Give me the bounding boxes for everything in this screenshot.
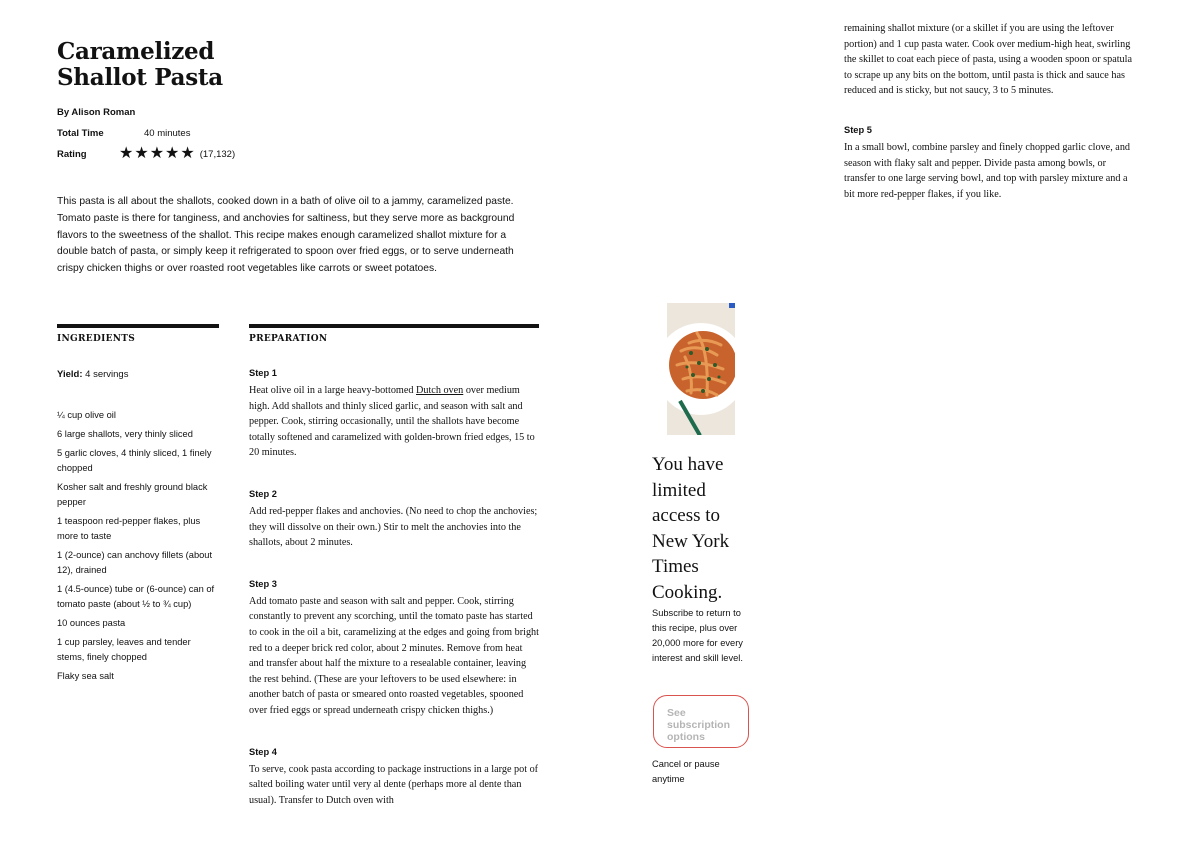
step-text: remaining shallot mixture (or a skillet if you are using the leftover portion) and 1 cup pasta water. Cook over medium-high heat, swirling the skillet to coat each piece of pasta, using a wooden spoon or spatula to scrape up any bits on the bottom, until pasta is thick and sauce has reduced and is sticky, but not saucy, 3 to 5 minutes.: [844, 23, 1132, 97]
rating-label: Rating: [57, 148, 87, 160]
rating-row: [57, 147, 235, 161]
total-time-value: 40 minutes: [144, 128, 191, 139]
step-text: Add tomato paste and season with salt and pepper. Cook, stirring constantly to prevent any scorching, until the tomato paste has started to cook in the oil a bit, caramelizing at the edges and going from bright red to a deeper brick red color, about 2 minutes. Remove from heat and transfer about half the mixture to a resealable container, leaving the rest behind. (These are your leftovers to be used elsewhere: in another batch of pasta or smeared onto roasted vegetables, spooned over fried eggs or spread underneath crispy chicken thighs.): [249, 595, 539, 716]
step-text: Heat olive oil in a large heavy-bottomed Dutch oven over medium high. Add shallots and thinly sliced garlic, and season with salt and pepper. Cook, stirring occasionally, until the shallots have become totally softened and caramelized with golden-brown fried edges, 15 to 20 minutes.: [249, 385, 535, 459]
step-5: [844, 125, 1134, 202]
ingredient-item: 1 (2-ounce) can anchovy fillets (about 12), drained: [57, 550, 213, 575]
ingredient-item: 10 ounces pasta: [57, 618, 126, 628]
rating-count: (17,132): [199, 148, 236, 160]
dutch-oven-link[interactable]: Dutch oven: [416, 385, 464, 396]
recipe-intro: This pasta is all about the shallots, cooked down in a bath of olive oil to a jammy, caramelized paste. Tomato paste is there for tanginess, and anchovies for saltiness, but they serve more as background flavors to the sweetness of the shallot. This recipe makes enough caramelized shallot mixture for a double batch of pasta, or simply keep it refrigerated to spoon over fried eggs, or to serve underneath crispy chicken thighs or over roasted root vegetables like carrots or sweet potatoes.: [57, 196, 515, 275]
ingredients-heading: INGREDIENTS: [57, 324, 219, 344]
ingredient-item: ¼ cup olive oil: [57, 410, 116, 420]
step-title: Step 3: [249, 578, 277, 589]
recipe-photo: [667, 303, 735, 435]
ingredient-item: 1 (4.5-ounce) tube or (6-ounce) can of tomato paste (about ½ to ¾ cup): [57, 584, 215, 609]
step-title: Step 1: [249, 368, 277, 378]
yield-label: Yield:: [57, 369, 83, 380]
see-subscription-options-button[interactable]: See subscription options: [653, 695, 749, 748]
yield: [57, 369, 128, 380]
paywall-headline: You have limited access to New York Times Cooking.: [652, 454, 730, 603]
step-title: Step 4: [249, 746, 277, 757]
ingredient-item: 1 cup parsley, leaves and tender stems, finely chopped: [57, 637, 191, 662]
paywall-cancel-text: Cancel or pause anytime: [652, 759, 720, 784]
steps-column-right: [844, 21, 1134, 202]
step-4-continued: [844, 21, 1134, 99]
total-time-label: Total Time: [57, 128, 104, 139]
preparation-heading: PREPARATION: [249, 324, 539, 344]
paywall-subtext: Subscribe to return to this recipe, plus over 20,000 more for every interest and skill level.: [652, 608, 743, 663]
step-2: [249, 489, 539, 551]
star-icon: ★: [119, 145, 134, 162]
step-text: To serve, cook pasta according to package instructions in a large pot of salted boiling water until very al dente (perhaps more al dente than usual). Transfer to Dutch oven with: [249, 763, 539, 806]
step-4: [249, 747, 539, 809]
step-title: Step 5: [844, 124, 872, 135]
ingredients-list: [57, 408, 217, 688]
step-3: [249, 579, 539, 719]
yield-value: 4 servings: [85, 369, 129, 380]
ingredient-item: Flaky sea salt: [57, 671, 114, 681]
star-icon: ★: [134, 145, 149, 162]
recipe-byline: By Alison Roman: [57, 107, 136, 118]
step-title: Step 2: [249, 488, 277, 499]
ingredient-item: 5 garlic cloves, 4 thinly sliced, 1 finely chopped: [57, 448, 212, 473]
step-text: Add red-pepper flakes and anchovies. (No need to chop the anchovies; they will dissolve on their own.) Stir to melt the anchovies into the shallots, about 2 minutes.: [249, 505, 538, 549]
ingredient-item: 6 large shallots, very thinly sliced: [57, 429, 193, 439]
ingredient-item: Kosher salt and freshly ground black pepper: [57, 482, 208, 507]
total-time-row: [57, 128, 190, 139]
step-text: In a small bowl, combine parsley and finely chopped garlic clove, and season with flaky salt and pepper. Divide pasta among bowls, or transfer to one large serving bowl, and top with parsley mixture and a bit more red-pepper flakes, if you like.: [844, 141, 1131, 200]
steps-column-left: [249, 368, 539, 808]
star-icon: ★: [149, 145, 165, 162]
star-icon: ★: [180, 145, 195, 162]
star-icon: ★: [165, 145, 180, 162]
step-1: [249, 368, 539, 461]
rating-stars: [119, 147, 195, 161]
ingredient-item: 1 teaspoon red-pepper flakes, plus more to taste: [57, 516, 201, 541]
recipe-title: Caramelized Shallot Pasta: [57, 38, 223, 91]
